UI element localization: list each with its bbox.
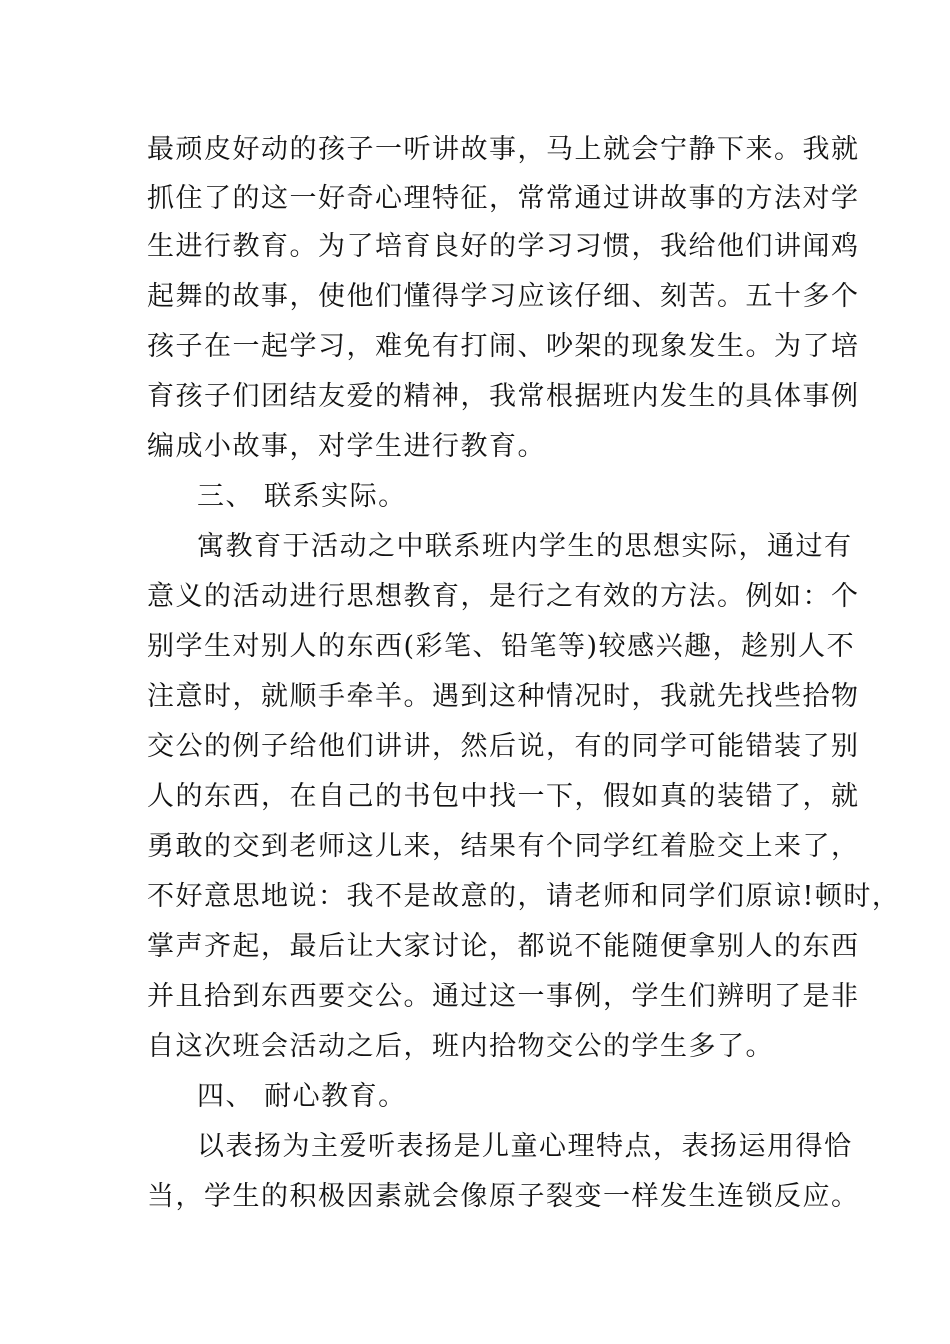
paragraph-line: 注意时，就顺手牵羊。遇到这种情况时，我就先找些拾物 bbox=[147, 681, 860, 712]
section-heading: 三、 联系实际。 bbox=[197, 481, 407, 512]
paragraph-line: 掌声齐起，最后让大家讨论，都说不能随便拿别人的东西 bbox=[147, 931, 860, 962]
paragraph-line: 交公的例子给他们讲讲，然后说，有的同学可能错装了别 bbox=[147, 731, 860, 762]
paragraph-line: 勇敢的交到老师这儿来，结果有个同学红着脸交上来了， bbox=[147, 831, 860, 862]
paragraph-line: 自这次班会活动之后，班内拾物交公的学生多了。 bbox=[147, 1031, 774, 1062]
paragraph-line: 寓教育于活动之中联系班内学生的思想实际，通过有 bbox=[197, 531, 853, 562]
paragraph-line: 并且拾到东西要交公。通过这一事例，学生们辨明了是非 bbox=[147, 981, 860, 1012]
paragraph-line: 不好意思地说：我不是故意的，请老师和同学们原谅!顿时， bbox=[147, 881, 901, 912]
paragraph-line: 编成小故事，对学生进行教育。 bbox=[147, 431, 546, 462]
section-heading: 四、 耐心教育。 bbox=[197, 1081, 407, 1112]
paragraph-line: 别学生对别人的东西(彩笔、铅笔等)较感兴趣，趁别人不 bbox=[147, 631, 856, 662]
paragraph-line: 抓住了的这一好奇心理特征，常常通过讲故事的方法对学 bbox=[147, 183, 860, 214]
paragraph-line: 以表扬为主爱听表扬是儿童心理特点，表扬运用得恰 bbox=[197, 1131, 853, 1162]
paragraph-line: 育孩子们团结友爱的精神，我常根据班内发生的具体事例 bbox=[147, 381, 860, 412]
paragraph-line: 生进行教育。为了培育良好的学习习惯，我给他们讲闻鸡 bbox=[147, 231, 860, 262]
paragraph-line: 孩子在一起学习，难免有打闹、吵架的现象发生。为了培 bbox=[147, 331, 860, 362]
paragraph-line: 起舞的故事，使他们懂得学习应该仔细、刻苦。五十多个 bbox=[147, 281, 860, 312]
paragraph-line: 意义的活动进行思想教育，是行之有效的方法。例如：个 bbox=[147, 581, 860, 612]
paragraph-line: 最顽皮好动的孩子一听讲故事，马上就会宁静下来。我就 bbox=[147, 134, 860, 165]
paragraph-line: 人的东西，在自己的书包中找一下，假如真的装错了，就 bbox=[147, 781, 860, 812]
paragraph-line: 当，学生的积极因素就会像原子裂变一样发生连锁反应。 bbox=[147, 1181, 860, 1212]
